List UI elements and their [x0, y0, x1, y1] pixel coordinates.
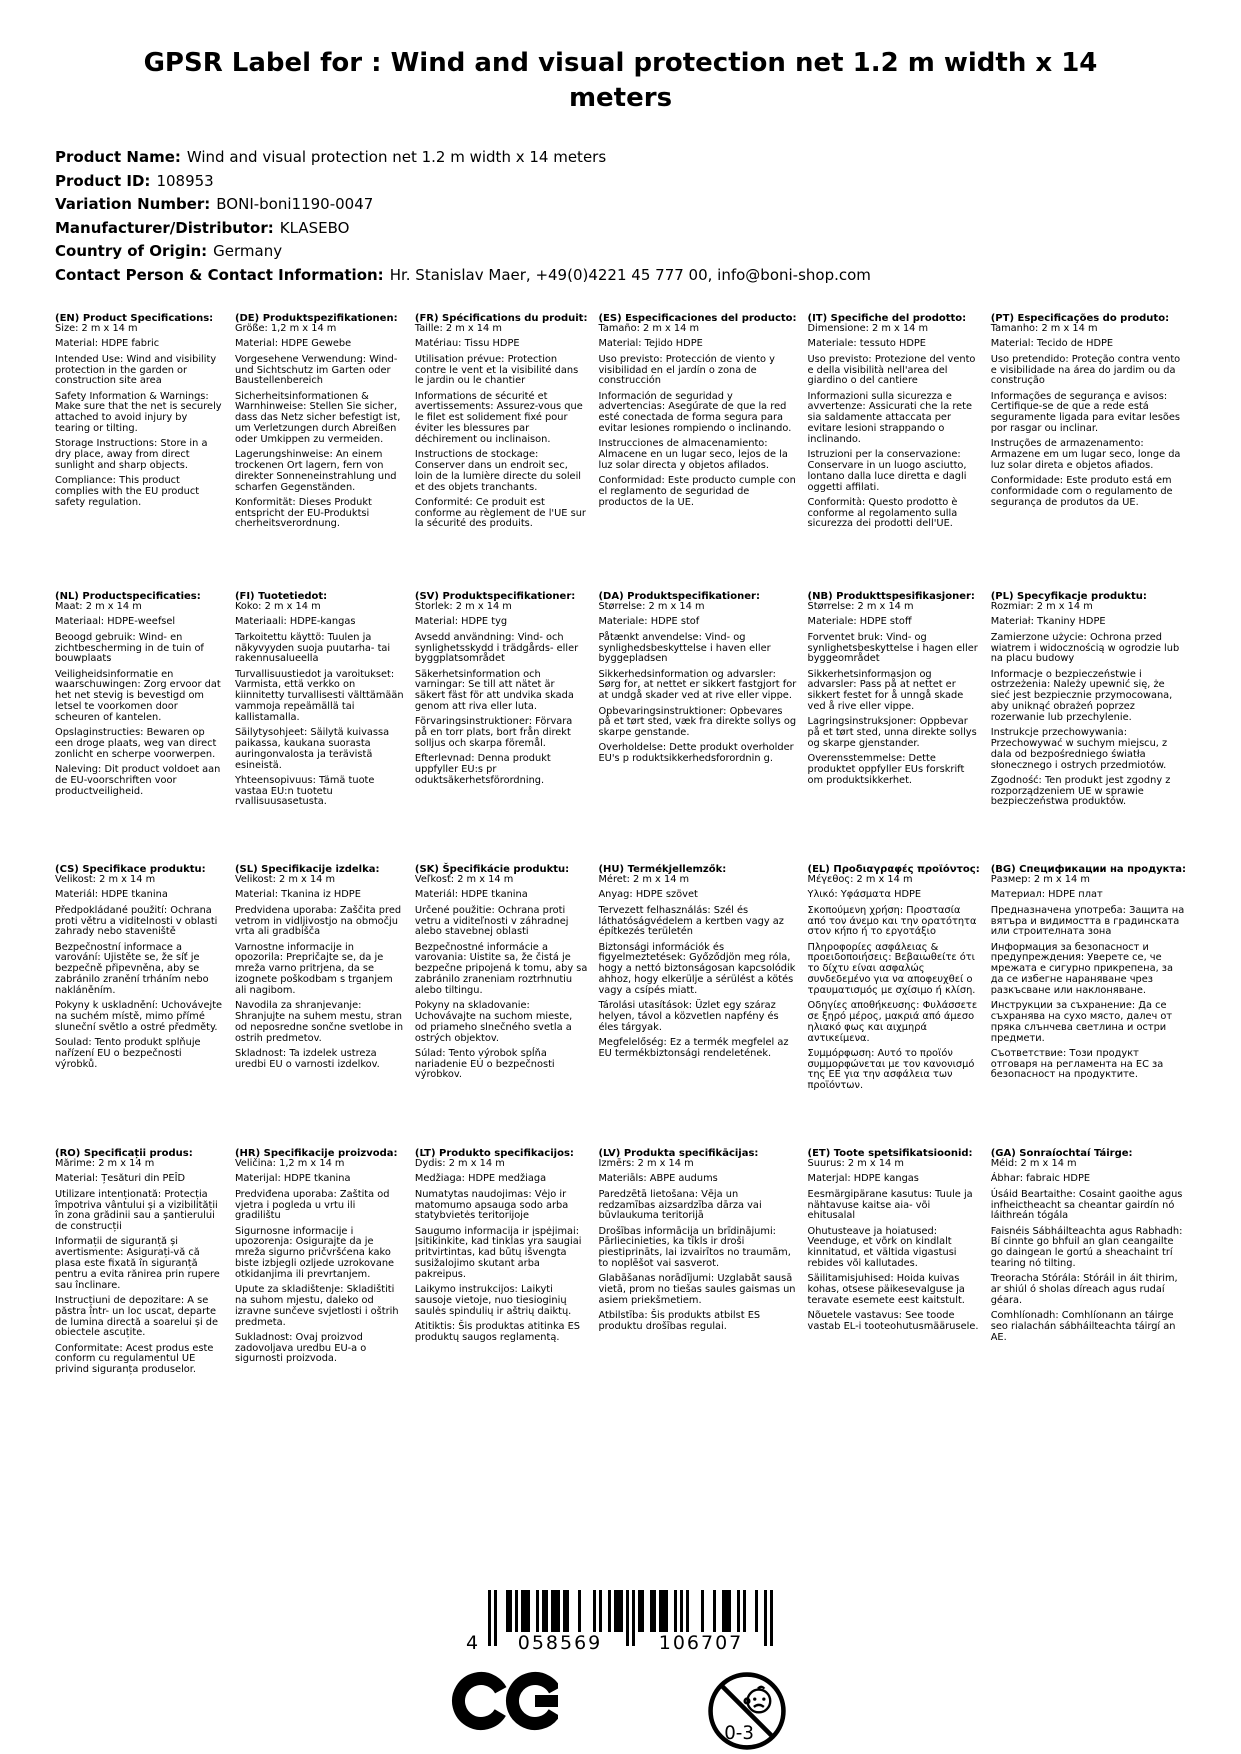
- spec-paragraph: Varnostne informacije in opozorila: Prepričajte se, da je mreža varno pritrjena, da se izognete poškodbam s trganjem ali nagibom.: [234, 941, 393, 996]
- spec-paragraph: Информация за безопасност и предупреждения: Уверете се, че мрежата е сигурно прикрепена, за да се избегне нараняване чрез разкъсване или наклоняване.: [990, 941, 1174, 996]
- spec-paragraph: Размер: 2 m x 14 m: [990, 874, 1090, 886]
- ean-barcode: [448, 1590, 794, 1654]
- spec-paragraph: Instruções de armazenamento: Armazene em um lugar seco, longe da luz solar direta e objetos afiados.: [990, 438, 1181, 471]
- spec-paragraph: Påtænkt anvendelse: Vind- og synlighedsbeskyttelse i haven eller byggepladsen: [598, 631, 771, 665]
- spec-paragraphs: [808, 324, 980, 530]
- spec-paragraph: Medžiaga: HDPE medžiaga: [414, 1173, 547, 1185]
- spec-paragraphs: [235, 602, 404, 808]
- spec-paragraph: Numatytas naudojimas: Vėjo ir matomumo apsauga sodo arba statybvietės teritorijoje: [414, 1188, 569, 1222]
- spec-block-es: [598, 313, 796, 591]
- spec-paragraph: Informacje o bezpieczeństwie i ostrzeżenia: Należy upewnić się, że sieć jest bezpiecznie przymocowana, aby uniknąć obrażeń poprzez rozerwanie lub przechylenie.: [990, 668, 1173, 723]
- spec-paragraph: Sukladnost: Ovaj proizvod zadovoljava uredbu EU-a o sigurnosti proizvoda.: [234, 1331, 367, 1365]
- spec-heading: (GA) Sonraíochtaí Táirge:: [990, 1148, 1133, 1160]
- spec-paragraphs: [808, 875, 980, 1092]
- spec-paragraph: Megfelelőség: Ez a termék megfelel az EU termékbiztonsági rendeletének.: [598, 1037, 789, 1059]
- spec-heading: (DE) Produktspezifikationen:: [234, 313, 398, 325]
- spec-paragraph: Konformität: Dieses Produkt entspricht der EU-Produktsi cherheitsverordnung.: [234, 496, 372, 530]
- product-info: [55, 146, 1241, 287]
- spec-paragraph: Beoogd gebruik: Wind- en zichtbescherming in de tuin of bouwplaats: [55, 631, 204, 665]
- spec-paragraph: Materijal: HDPE tkanina: [234, 1173, 351, 1185]
- spec-paragraph: Atitiktis: Šis produktas atitinka ES produktų saugos reglamentą.: [414, 1321, 581, 1343]
- spec-paragraph: Υλικό: Υφάσματα HDPE: [807, 889, 922, 901]
- product-info-field: [55, 240, 1241, 264]
- spec-heading: (SK) Špecifikácie produktu:: [414, 864, 570, 876]
- spec-paragraph: Forventet bruk: Vind- og synlighetsbeskyttelse i hagen eller byggeområdet: [807, 631, 978, 665]
- spec-paragraph: Utilizare intenționată: Protecția împotriva vântului și a vizibilității în zona grădinii sau a șantierului de construcții: [55, 1188, 218, 1233]
- spec-heading: (SL) Specifikacije izdelka:: [234, 864, 380, 876]
- spec-paragraph: Suurus: 2 m x 14 m: [807, 1158, 904, 1170]
- spec-block-hr: [235, 1148, 404, 1540]
- spec-paragraph: Οδηγίες αποθήκευσης: Φυλάσσετε σε ξηρό μέρος, μακριά από άμεσο ηλιακό φως και αιχμηρά αντικείμενα.: [807, 1000, 978, 1044]
- field-value: BONI-boni1190-0047: [216, 195, 374, 214]
- product-info-field: [55, 193, 1241, 217]
- field-value: KLASEBO: [279, 218, 350, 237]
- spec-paragraph: Материал: HDPE плат: [990, 889, 1103, 901]
- spec-paragraphs: [55, 1159, 224, 1376]
- spec-paragraph: Materiale: tessuto HDPE: [807, 338, 927, 350]
- field-label: Manufacturer/Distributor:: [55, 218, 274, 237]
- spec-paragraphs: [991, 324, 1186, 508]
- spec-paragraphs: [415, 875, 588, 1081]
- spec-paragraphs: [55, 875, 224, 1070]
- spec-paragraph: Tárolási utasítások: Üzlet egy száraz helyen, távol a közvetlen napfény és éles tárgyak.: [598, 1000, 779, 1033]
- spec-paragraph: Instrukcje przechowywania: Przechowywać w suchym miejscu, z dala od bezpośredniego światła słonecznego i ostrych przedmiotów.: [990, 727, 1168, 771]
- spec-paragraph: Инструкции за съхранение: Да се съхранява на сухо място, далеч от пряка слънчева светлина и остри предмети.: [990, 1000, 1173, 1044]
- spec-paragraphs: [991, 1159, 1186, 1343]
- spec-paragraph: Conformité: Ce produit est conforme au règlement de l'UE sur la sécurité des produits.: [414, 496, 586, 530]
- spec-paragraph: Opbevaringsinstruktioner: Opbevares på et tørt sted, væk fra direkte sollys og skarpe genstande.: [598, 705, 797, 739]
- spec-paragraph: Storlek: 2 m x 14 m: [414, 601, 512, 613]
- barcode-left-digit: 4: [465, 1632, 480, 1655]
- spec-heading: (LT) Produkto specifikacijos:: [414, 1148, 574, 1160]
- spec-paragraphs: [808, 602, 980, 786]
- spec-paragraph: Anyag: HDPE szövet: [598, 889, 698, 901]
- spec-paragraph: Material: Tecido de HDPE: [990, 338, 1114, 350]
- spec-paragraph: Predviđena uporaba: Zaštita od vjetra i pogleda u vrtu ili gradilištu: [234, 1188, 390, 1222]
- spec-heading: (ET) Toote spetsifikatsioonid:: [807, 1148, 973, 1160]
- spec-paragraph: Materiał: Tkaniny HDPE: [990, 616, 1106, 628]
- spec-paragraph: Atbilstība: Šis produkts atbilst ES produktu drošības regulai.: [598, 1310, 761, 1333]
- spec-paragraph: Navodila za shranjevanje: Shranjujte na suhem mestu, stran od neposredne sončne svetlobe in ostrih predmetov.: [234, 1000, 404, 1044]
- spec-paragraphs: [598, 602, 796, 765]
- spec-paragraph: Instrucțiuni de depozitare: A se păstra într- un loc uscat, departe de lumina directă a soarelui și de obiectele ascuțite.: [55, 1294, 219, 1339]
- spec-paragraph: Maat: 2 m x 14 m: [55, 601, 142, 613]
- spec-paragraph: Yhteensopivuus: Tämä tuote vastaa EU:n tuotetu rvallisuusasetusta.: [234, 774, 375, 808]
- specs-grid: [55, 313, 1186, 1540]
- spec-paragraph: Naleving: Dit product voldoet aan de EU-voorschriften voor productveiligheid.: [55, 764, 221, 797]
- spec-paragraphs: [598, 1159, 796, 1333]
- spec-paragraph: Materjal: HDPE kangas: [807, 1173, 919, 1185]
- spec-paragraph: Soulad: Tento produkt splňuje nařízení EU o bezpečnosti výrobků.: [55, 1037, 201, 1070]
- spec-block-cs: [55, 864, 224, 1148]
- spec-block-hu: [598, 864, 796, 1148]
- spec-paragraph: Säilytysohjeet: Säilytä kuivassa paikassa, kaukana suorasta auringonvalosta ja terävistä esineistä.: [234, 727, 390, 771]
- spec-paragraph: Veličina: 1,2 m x 14 m: [234, 1158, 345, 1170]
- spec-paragraph: Comhlíonadh: Comhlíonann an táirge seo rialachán sábháilteachta táirgí an AE.: [990, 1310, 1176, 1343]
- field-label: Country of Origin:: [55, 242, 208, 261]
- field-value: 108953: [156, 171, 214, 190]
- field-label: Contact Person & Contact Information:: [55, 265, 384, 284]
- spec-paragraph: Ohutusteave ja hoiatused: Veenduge, et võrk on kindlalt kinnitatud, et vältida vigastusi rebides või kallutades.: [807, 1225, 957, 1270]
- spec-paragraph: Pokyny na skladovanie: Uchovávajte na suchom mieste, od priameho slnečného svetla a ostrých objektov.: [414, 1000, 573, 1044]
- spec-paragraph: Lagringsinstruksjoner: Oppbevar på et tørt sted, unna direkte sollys og skarpe gjenstander.: [807, 716, 977, 749]
- spec-block-sl: [235, 864, 404, 1148]
- spec-block-ga: [991, 1148, 1186, 1540]
- spec-paragraphs: [415, 324, 588, 530]
- spec-heading: (NL) Productspecificaties:: [55, 591, 201, 603]
- spec-paragraph: Paredzētā lietošana: Vēja un redzamības aizsardzība dārza vai būvlaukuma teritorijā: [598, 1188, 762, 1222]
- field-label: Product Name:: [55, 148, 181, 167]
- spec-block-lt: [415, 1148, 588, 1540]
- spec-paragraph: Materiale: HDPE stof: [598, 616, 700, 628]
- spec-paragraph: Material: HDPE fabric: [55, 338, 160, 350]
- spec-paragraph: Treoracha Stórála: Stóráil in áit thirim, ar shiúl ó sholas díreach agus rudaí géara.: [990, 1273, 1178, 1306]
- spec-paragraphs: [235, 1159, 404, 1365]
- spec-block-da: [598, 591, 796, 864]
- spec-paragraph: Compliance: This product complies with the EU product safety regulation.: [55, 475, 200, 508]
- spec-paragraph: Súlad: Tento výrobok spĺňa nariadenie EÚ o bezpečnosti výrobkov.: [414, 1047, 555, 1081]
- spec-paragraph: Storage Instructions: Store in a dry place, away from direct sunlight and sharp objects.: [55, 438, 208, 471]
- spec-paragraph: Biztonsági információk és figyelmeztetések: Győződjön meg róla, hogy a nettó biztonságosan kapcsolódik ahhoz, hogy elkerülje a sérülést a kötés vagy a csípés miatt.: [598, 941, 796, 996]
- spec-paragraph: Upute za skladištenje: Skladištiti na suhom mjestu, daleko od izravne sunčeve svjetlosti i oštrih predmeta.: [234, 1284, 399, 1328]
- conformity-logos: [448, 1670, 794, 1752]
- spec-paragraph: Glabāšanas norādījumi: Uzglabāt sausā vietā, prom no tiešas saules gaismas un asiem priekšmetiem.: [598, 1273, 796, 1306]
- ce-mark-icon: [450, 1670, 558, 1732]
- spec-paragraph: Méid: 2 m x 14 m: [990, 1158, 1077, 1170]
- spec-block-nb: [808, 591, 980, 864]
- spec-paragraph: Materiál: HDPE tkanina: [414, 889, 528, 901]
- spec-block-el: [808, 864, 980, 1148]
- spec-paragraph: Material: Tejido HDPE: [598, 338, 703, 350]
- spec-heading: (SV) Produktspecifikationer:: [414, 591, 576, 603]
- spec-paragraph: Laikymo instrukcijos: Laikyti sausoje vietoje, nuo tiesioginių saulės spindulių ir aštrių daiktų.: [414, 1284, 572, 1317]
- barcode-left-group: 058569: [517, 1632, 602, 1655]
- spec-paragraph: Materiál: HDPE tkanina: [55, 889, 168, 901]
- spec-heading: (ES) Especificaciones del producto:: [598, 313, 797, 325]
- spec-paragraph: Lagerungshinweise: An einem trockenen Ort lagern, fern von direkter Sonneneinstrahlung und scharfen Gegenständen.: [234, 449, 397, 493]
- spec-paragraph: Overholdelse: Dette produkt overholder EU's p roduktsikkerhedsforordnin g.: [598, 742, 794, 765]
- product-info-field: [55, 264, 1241, 288]
- spec-paragraph: Zgodność: Ten produkt jest zgodny z rozporządzeniem UE w sprawie bezpieczeństwa produktów.: [990, 774, 1171, 808]
- spec-paragraph: Tervezett felhasználás: Szél és láthatóságvédelem a kertben vagy az építkezés területén: [598, 904, 784, 938]
- spec-paragraph: Tamaño: 2 m x 14 m: [598, 323, 700, 335]
- spec-paragraph: Συμμόρφωση: Αυτό το προϊόν συμμορφώνεται με τον κανονισμό της ΕΕ για την ασφάλεια των προϊόντων.: [807, 1047, 975, 1092]
- spec-paragraph: Säkerhetsinformation och varningar: Se till att nätet är säkert fäst för att undvika skada genom att riva eller luta.: [414, 668, 574, 713]
- spec-block-pt: [991, 313, 1186, 591]
- spec-heading: (PT) Especificações do produto:: [990, 313, 1170, 325]
- spec-heading: (DA) Produktspecifikationer:: [598, 591, 760, 603]
- spec-paragraph: Material: HDPE tyg: [414, 616, 508, 628]
- spec-paragraphs: [808, 1159, 980, 1333]
- spec-paragraph: Bezpečnostné informácie a varovania: Uistite sa, že čistá je bezpečne pripojená k tomu, aby sa zabránilo zraneniam roztrhnutiu alebo tiltingu.: [414, 941, 588, 996]
- spec-paragraphs: [991, 875, 1186, 1081]
- spec-paragraph: Bezpečnostní informace a varování: Ujistěte se, že síť je bezpečně připevněna, aby se zabránilo zranění trháním nebo nakláněním.: [55, 941, 209, 996]
- spec-heading: (NB) Produkttspesifikasjoner:: [807, 591, 975, 603]
- spec-paragraph: Avsedd användning: Vind- och synlighetsskydd i trädgårds- eller byggplatsområdet: [414, 631, 579, 665]
- spec-paragraph: Dydis: 2 m x 14 m: [414, 1158, 505, 1170]
- product-info-field: [55, 170, 1241, 194]
- spec-paragraph: Předpokládané použití: Ochrana proti větru a viditelnosti v oblasti zahrady nebo staveniště: [55, 904, 218, 938]
- spec-block-en: [55, 313, 224, 591]
- spec-paragraph: Drošības informācija un brīdinājumi: Pārliecinieties, ka tīkls ir droši piestiprināts, lai izvairītos no traumām, to noplēšot vai sasverot.: [598, 1225, 791, 1270]
- barcode-right-group: 106707: [658, 1632, 743, 1655]
- spec-paragraph: Materiaal: HDPE-weefsel: [55, 616, 176, 628]
- spec-paragraphs: [598, 875, 796, 1059]
- spec-paragraph: Safety Information & Warnings: Make sure that the net is securely attached to avoid injury by tearing or tilting.: [55, 390, 222, 435]
- field-value: Hr. Stanislav Maer, +49(0)4221 45 777 00, info@boni-shop.com: [389, 265, 871, 284]
- spec-paragraph: Förvaringsinstruktioner: Förvara på en torr plats, bort från direkt solljus och skarpa föremål.: [414, 716, 573, 749]
- spec-paragraph: Predvidena uporaba: Zaščita pred vetrom in vidljivostjo na območju vrta ali gradbišča: [234, 904, 402, 938]
- spec-paragraph: Pokyny k uskladnění: Uchovávejte na suchém místě, mimo přímé sluneční světlo a ostré předměty.: [55, 1000, 223, 1033]
- spec-paragraph: Conformidad: Este producto cumple con el reglamento de seguridad de productos de la UE.: [598, 475, 796, 508]
- spec-block-sk: [415, 864, 588, 1148]
- spec-paragraph: Informații de siguranță și avertismente: Asigurați-vă că plasa este fixată în siguranță pentru a evita rănirea prin rupere sau înclinare.: [55, 1236, 220, 1291]
- spec-heading: (BG) Спецификации на продукта:: [990, 864, 1186, 876]
- field-label: Product ID:: [55, 171, 151, 190]
- spec-paragraph: Instructions de stockage: Conserver dans un endroit sec, loin de la lumière directe du soleil et des objets tranchants.: [414, 449, 582, 493]
- spec-paragraph: Taille: 2 m x 14 m: [414, 323, 502, 335]
- spec-paragraph: Utilisation prévue: Protection contre le vent et la visibilité dans le jardin ou le chantier: [414, 353, 579, 387]
- spec-block-it: [808, 313, 980, 591]
- spec-paragraph: Rozmiar: 2 m x 14 m: [990, 601, 1093, 613]
- spec-paragraph: Säilitamisjuhised: Hoida kuivas kohas, otsese päikesevalguse ja teravate esemete eest kaitstult.: [807, 1273, 965, 1306]
- spec-block-fr: [415, 313, 588, 591]
- spec-paragraphs: [415, 1159, 588, 1343]
- spec-paragraph: Faisnéis Sábháilteachta agus Rabhadh: Bí cinnte go bhfuil an glan ceangailte go daingean le gortú a sheachaint trí tearing nó tilting.: [990, 1225, 1183, 1270]
- spec-paragraph: Sicherheitsinformationen & Warnhinweise: Stellen Sie sicher, dass das Netz sicher befestigt ist, um Verletzungen durch Abreißen oder Umkippen zu vermeiden.: [234, 390, 401, 445]
- spec-paragraph: Sikkerhedsinformation og advarsler: Sørg for, at nettet er sikkert fastgjort for at undgå skader ved at rive eller vippe.: [598, 668, 797, 702]
- field-value: Germany: [213, 242, 283, 261]
- spec-heading: (HU) Termékjellemzők:: [598, 864, 727, 876]
- spec-paragraph: Opslaginstructies: Bewaren op een droge plaats, weg van direct zonlicht en scherpe voorwerpen.: [55, 727, 217, 760]
- spec-paragraph: Uso previsto: Protezione del vento e della visibilità nell'area del giardino o del cantiere: [807, 353, 976, 387]
- spec-paragraph: Nõuetele vastavus: See toode vastab EL-i tooteohutusmäärusele.: [807, 1310, 979, 1333]
- spec-paragraph: Предназначена употреба: Защита на вятъра и видимостта в градинската или строителната зона: [990, 904, 1185, 938]
- spec-paragraph: Material: HDPE Gewebe: [234, 338, 352, 350]
- spec-paragraph: Efterlevnad: Denna produkt uppfyller EU:s pr oduktsäkerhetsförordning.: [414, 753, 551, 786]
- spec-paragraphs: [598, 324, 796, 508]
- spec-paragraph: Conformidade: Este produto está em conformidade com o regulamento de segurança de produtos da UE.: [990, 475, 1173, 508]
- spec-paragraphs: [991, 602, 1186, 808]
- spec-paragraph: Intended Use: Wind and visibility protection in the garden or construction site area: [55, 353, 217, 387]
- spec-paragraph: Størrelse: 2 m x 14 m: [598, 601, 705, 613]
- baby-face-icon: [744, 1687, 770, 1713]
- spec-paragraphs: [235, 324, 404, 530]
- spec-paragraphs: [235, 875, 404, 1070]
- spec-paragraph: Určené použitie: Ochrana proti vetru a viditeľnosti v záhradnej alebo stavebnej oblasti: [414, 904, 569, 938]
- spec-paragraph: Veiligheidsinformatie en waarschuwingen: Zorg ervoor dat het net stevig is bevestigd om letsel te voorkomen door scheuren of kantelen.: [55, 668, 221, 723]
- spec-paragraph: Tarkoitettu käyttö: Tuulen ja näkyvyyden suoja puutarha- tai rakennusalueella: [234, 631, 391, 665]
- spec-paragraph: Materiāls: ABPE audums: [598, 1173, 718, 1185]
- spec-paragraph: Vorgesehene Verwendung: Wind- und Sichtschutz im Garten oder Baustellenbereich: [234, 353, 398, 387]
- spec-paragraph: Ábhar: fabraic HDPE: [990, 1173, 1091, 1185]
- product-info-field: [55, 217, 1241, 241]
- spec-heading: (FI) Tuotetiedot:: [234, 591, 328, 603]
- spec-paragraph: Velikost: 2 m x 14 m: [55, 874, 156, 886]
- spec-paragraph: Koko: 2 m x 14 m: [234, 601, 321, 613]
- spec-paragraph: Turvallisuustiedot ja varoitukset: Varmista, että verkko on kiinnitetty turvallisesti välttämään vammoja repeämällä tai kallistamalla.: [234, 668, 404, 723]
- spec-paragraph: Conformità: Questo prodotto è conforme al regolamento sulla sicurezza dei prodotti dell'UE.: [807, 496, 958, 530]
- spec-paragraph: Πληροφορίες ασφάλειας & προειδοποιήσεις: Βεβαιωθείτε ότι το δίχτυ είναι ασφαλώς συνδεδεμένο για να αποφευχθεί ο τραυματισμός με σχίσιμο ή κλίση.: [807, 941, 976, 996]
- age-warning-label: 0-3: [723, 1723, 754, 1745]
- spec-heading: (EL) Προδιαγραφές προϊόντος:: [807, 864, 980, 876]
- spec-paragraph: Instrucciones de almacenamiento: Almacene en un lugar seco, lejos de la luz solar directa y objetos afilados.: [598, 438, 788, 471]
- spec-heading: (EN) Product Specifications:: [55, 313, 214, 325]
- spec-block-lv: [598, 1148, 796, 1540]
- spec-block-bg: [991, 864, 1186, 1148]
- spec-paragraph: Saugumo informacija ir įspėjimai: Įsitikinkite, kad tinklas yra saugiai pritvirtintas, kad būtų išvengta susižalojimo skutant arba pakreipus.: [414, 1225, 582, 1280]
- spec-paragraph: Úsáid Beartaithe: Cosaint gaoithe agus infheictheacht sa cheantar gairdín nó láithreán tógála: [990, 1188, 1183, 1222]
- spec-paragraph: Izmērs: 2 m x 14 m: [598, 1158, 694, 1170]
- spec-heading: (HR) Specifikacije proizvoda:: [234, 1148, 398, 1160]
- spec-paragraphs: [55, 324, 224, 508]
- spec-block-et: [808, 1148, 980, 1540]
- spec-heading: (LV) Produkta specifikācijas:: [598, 1148, 759, 1160]
- spec-paragraph: Zamierzone użycie: Ochrona przed wiatrem i widocznością w ogrodzie lub na placu budowy: [990, 631, 1180, 665]
- spec-block-sv: [415, 591, 588, 864]
- spec-paragraph: Dimensione: 2 m x 14 m: [807, 323, 929, 335]
- spec-paragraph: Größe: 1,2 m x 14 m: [234, 323, 337, 335]
- spec-heading: (PL) Specyfikacje produktu:: [990, 591, 1147, 603]
- spec-heading: (RO) Specificații produs:: [55, 1148, 193, 1160]
- spec-paragraph: Tamanho: 2 m x 14 m: [990, 323, 1098, 335]
- spec-paragraph: Materiale: HDPE stoff: [807, 616, 912, 628]
- spec-paragraph: Información de seguridad y advertencias: Asegúrate de que la red esté conectada de forma segura para evitar lesiones rompiendo o inclinando.: [598, 390, 792, 435]
- spec-paragraph: Съответствие: Този продукт отговаря на регламента на ЕС за безопасност на продуктите.: [990, 1047, 1164, 1081]
- spec-paragraph: Materiaali: HDPE-kangas: [234, 616, 356, 628]
- spec-paragraph: Uso pretendido: Proteção contra vento e visibilidade na área do jardim ou da construção: [990, 353, 1181, 387]
- age-warning-icon: [706, 1670, 788, 1752]
- spec-paragraph: Informations de sécurité et avertissements: Assurez-vous que le filet est solidement fixé pour éviter les blessures par déchirement ou inclinaison.: [414, 390, 583, 445]
- page-title: GPSR Label for : Wind and visual protection net 1.2 m width x 14 meters: [143, 48, 1098, 114]
- spec-paragraph: Veľkosť: 2 m x 14 m: [414, 874, 514, 886]
- spec-paragraph: Size: 2 m x 14 m: [55, 323, 138, 335]
- spec-paragraph: Material: Țesături din PEÎD: [55, 1173, 186, 1185]
- field-value: Wind and visual protection net 1.2 m width x 14 meters: [186, 148, 607, 167]
- spec-block-fi: [235, 591, 404, 864]
- spec-heading: (FR) Spécifications du produit:: [414, 313, 588, 325]
- spec-paragraph: Sikkerhetsinformasjon og advarsler: Pass på at nettet er sikkert festet for å unngå skade ved å rive eller vippe.: [807, 668, 964, 713]
- spec-paragraph: Méret: 2 m x 14 m: [598, 874, 690, 886]
- spec-paragraph: Σκοπούμενη χρήση: Προστασία από τον άνεμο και την ορατότητα στον κήπο ή το εργοτάξιο: [807, 904, 977, 938]
- spec-block-de: [235, 313, 404, 591]
- spec-paragraph: Conformitate: Acest produs este conform cu regulamentul UE privind siguranța produselor.: [55, 1342, 214, 1376]
- spec-paragraph: Sigurnosne informacije i upozorenja: Osigurajte da je mreža sigurno pričvršćena kako biste izbjegli ozljede uzrokovane otkidanjima ili prevrtanjem.: [234, 1225, 395, 1280]
- spec-paragraph: Mărime: 2 m x 14 m: [55, 1158, 155, 1170]
- spec-heading: (IT) Specifiche del prodotto:: [807, 313, 967, 325]
- product-info-field: [55, 146, 1241, 170]
- spec-paragraph: Størrelse: 2 m x 14 m: [807, 601, 914, 613]
- spec-paragraphs: [55, 602, 224, 797]
- spec-block-pl: [991, 591, 1186, 864]
- spec-paragraph: Informações de segurança e avisos: Certifique-se de que a rede está seguramente ligada para evitar lesões por rasgar ou inclinar.: [990, 390, 1180, 435]
- spec-paragraph: Istruzioni per la conservazione: Conservare in un luogo asciutto, lontano dalla luce diretta e dagli oggetti affilati.: [807, 449, 967, 493]
- spec-paragraph: Velikost: 2 m x 14 m: [234, 874, 336, 886]
- spec-paragraph: Matériau: Tissu HDPE: [414, 338, 520, 350]
- spec-paragraphs: [415, 602, 588, 786]
- spec-paragraph: Eesmärgipärane kasutus: Tuule ja nähtavuse kaitse aia- või ehitusalal: [807, 1188, 973, 1222]
- spec-block-nl: [55, 591, 224, 864]
- field-label: Variation Number:: [55, 195, 211, 214]
- spec-paragraph: Overensstemmelse: Dette produktet oppfyller EUs forskrift om produktsikkerhet.: [807, 753, 965, 786]
- spec-paragraph: Uso previsto: Protección de viento y visibilidad en el jardín o zona de construcción: [598, 353, 775, 387]
- spec-paragraph: Μέγεθος: 2 m x 14 m: [807, 874, 913, 886]
- bottom-marks-section: [448, 1590, 794, 1752]
- spec-paragraph: Informazioni sulla sicurezza e avvertenze: Assicurati che la rete sia saldamente attaccata per evitare lesioni strappando o inclinando.: [807, 390, 973, 445]
- spec-paragraph: Skladnost: Ta izdelek ustreza uredbi EU o varnosti izdelkov.: [234, 1047, 380, 1070]
- spec-heading: (CS) Specifikace produktu:: [55, 864, 206, 876]
- spec-block-ro: [55, 1148, 224, 1540]
- spec-paragraph: Material: Tkanina iz HDPE: [234, 889, 361, 901]
